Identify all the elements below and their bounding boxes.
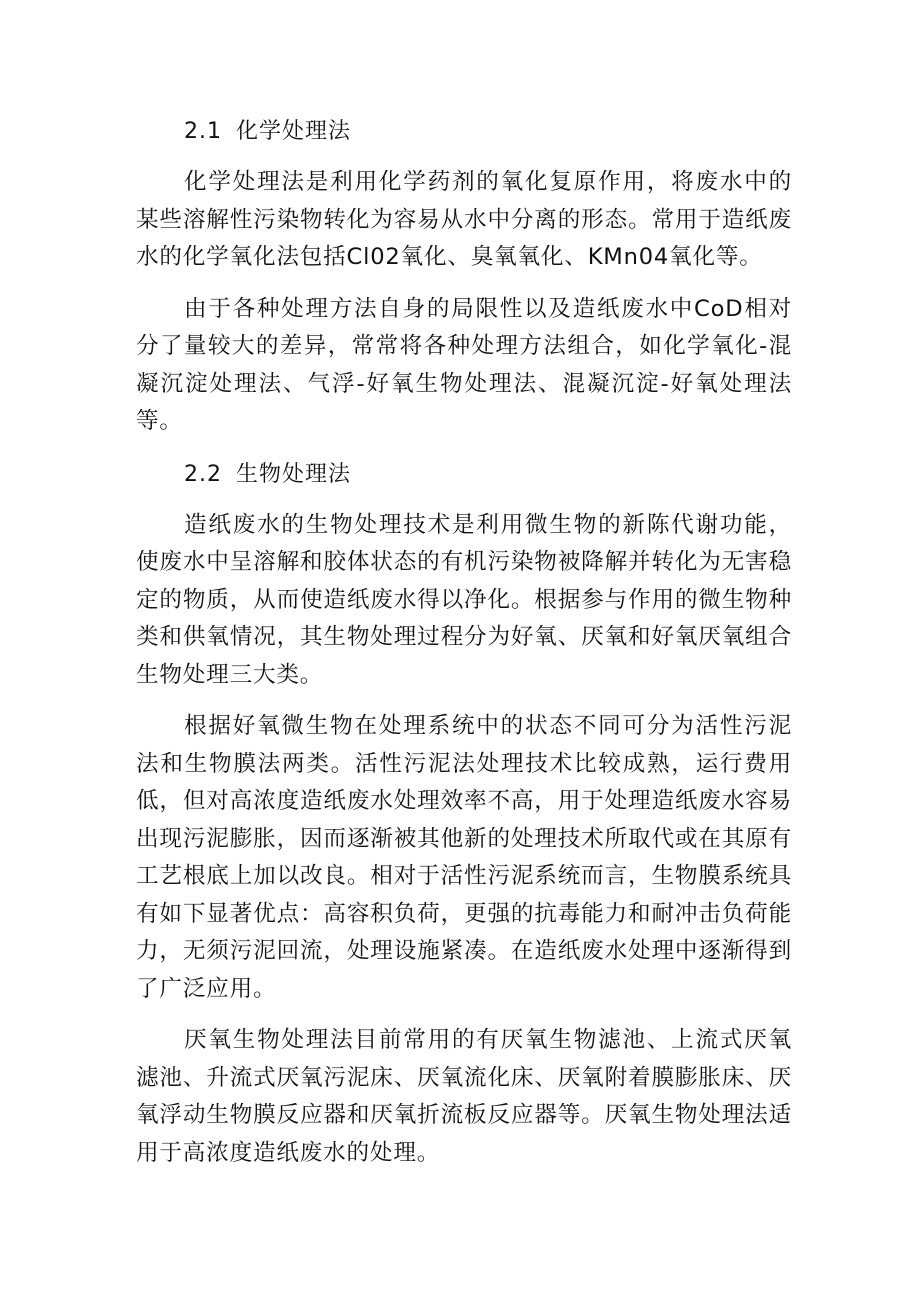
paragraph-biological-treatment: 造纸废水的生物处理技术是利用微生物的新陈代谢功能，使废水中呈溶解和胶体状态的有机污染物被降解并转化为无害稳定的物质，从而使造纸废水得以净化。根据参与作用的微生物种类和供氧情况，其生物处理过程分为好氧、厌氧和好氧厌氧组合生物处理三大类。 — [136, 511, 792, 688]
section-title: 化学处理法 — [236, 119, 352, 144]
section-number: 2.1 — [184, 119, 222, 144]
paragraph-anaerobic-methods: 厌氧生物处理法目前常用的有厌氧生物滤池、上流式厌氧滤池、升流式厌氧污泥床、厌氧流化床、厌氧附着膜膨胀床、厌氧浮动生物膜反应器和厌氧折流板反应器等。厌氧生物处理法适用于高浓度造纸废水的处理。 — [136, 1027, 792, 1166]
section-heading-2-2 — [184, 455, 792, 495]
section-title: 生物处理法 — [236, 461, 352, 487]
paragraph-chemical-treatment: 化学处理法是利用化学药剂的氧化复原作用，将废水中的某些溶解性污染物转化为容易从水中分离的形态。常用于造纸废水的化学氧化法包括Cl02氧化、臭氧氧化、KMn04氧化等。 — [136, 169, 792, 270]
document-body — [136, 112, 792, 1172]
section-heading-2-1 — [184, 112, 792, 152]
section-number: 2.2 — [184, 461, 222, 487]
paragraph-aerobic-methods: 根据好氧微生物在处理系统中的状态不同可分为活性污泥法和生物膜法两类。活性污泥法处理技术比较成熟，运行费用低，但对高浓度造纸废水处理效率不高，用于处理造纸废水容易出现污泥膨胀，因而逐渐被其他新的处理技术所取代或在其原有工艺根底上加以改良。相对于活性污泥系统而言，生物膜系统具有如下显著优点：高容积负荷，更强的抗毒能力和耐冲击负荷能力，无须污泥回流，处理设施紧凑。在造纸废水处理中逐渐得到了广泛应用。 — [136, 713, 792, 1002]
paragraph-combined-methods: 由于各种处理方法自身的局限性以及造纸废水中CoD相对分了量较大的差异，常常将各种处理方法组合，如化学氧化-混凝沉淀处理法、气浮-好氧生物处理法、混凝沉淀-好氧处理法等。 — [136, 295, 792, 434]
